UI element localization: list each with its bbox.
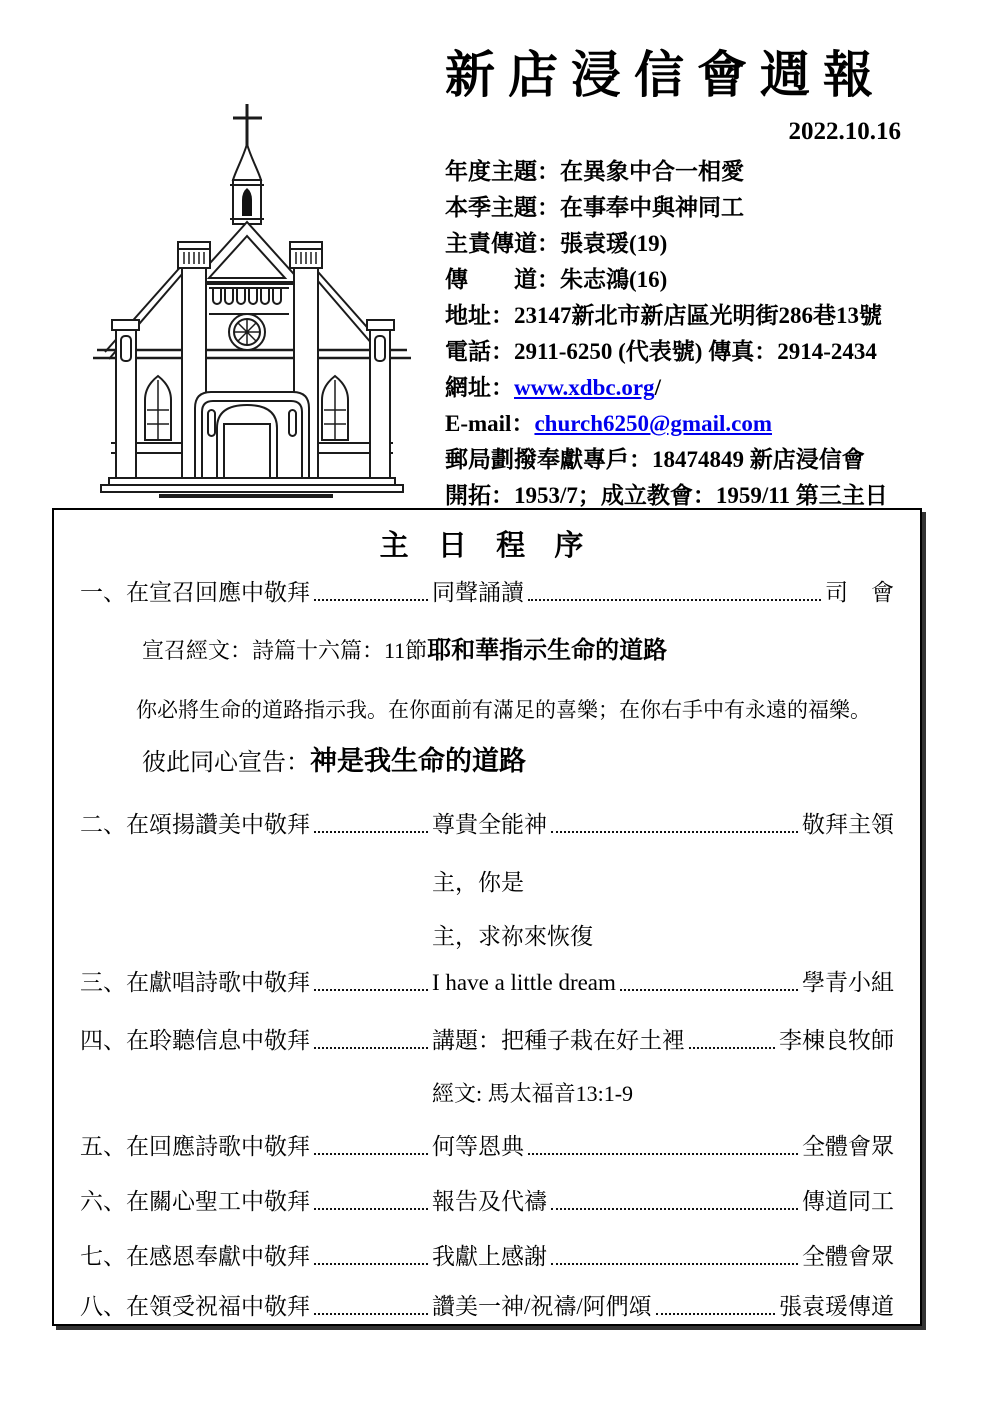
call-scripture-emphasis: 耶和華指示生命的道路: [427, 638, 668, 664]
program-item-content: 讚美一神/祝禱/阿們頌: [432, 1294, 652, 1319]
call-verse: 你必將生命的道路指示我。在你面前有滿足的喜樂；在你右手中有永遠的福樂。: [136, 698, 871, 722]
right-outer-pillar: [367, 320, 394, 478]
dot-leader: [314, 1313, 428, 1315]
program-row-8: [80, 1292, 894, 1322]
program-box: [52, 508, 922, 1326]
program-item-person: 傳道同工: [802, 1189, 894, 1214]
program-item-content: 報告及代禱: [432, 1189, 547, 1214]
program-item-content: 我獻上感謝: [432, 1244, 547, 1269]
declaration-emphasis: 神是我生命的道路: [310, 746, 526, 776]
base-steps: [101, 478, 403, 496]
rose-window: [229, 314, 265, 350]
scallop-frieze: [209, 288, 289, 314]
program-item-person: 全體會眾: [802, 1134, 894, 1159]
program-item-person: 司 會: [825, 580, 894, 605]
left-gothic-window: [145, 376, 171, 440]
dot-leader: [314, 1047, 428, 1049]
program-item-label: 六、在關心聖工中敬拜: [80, 1189, 310, 1214]
program-item-label: 三、在獻唱詩歌中敬拜: [80, 970, 310, 995]
quarter-theme: 本季主題：在事奉中與神同工: [445, 195, 744, 220]
email-line: [445, 406, 913, 442]
program-row-6: [80, 1187, 894, 1217]
program-item-label: 七、在感恩奉獻中敬拜: [80, 1244, 310, 1269]
left-outer-pillar: [112, 320, 139, 478]
program-row-5: [80, 1132, 894, 1162]
dot-leader: [656, 1313, 775, 1315]
declaration-line: [142, 744, 894, 780]
church-illustration: [83, 98, 423, 498]
dot-leader: [314, 1208, 428, 1210]
masthead: [445, 44, 913, 514]
program-item-content: 尊貴全能神: [432, 812, 547, 837]
program-item-label: 一、在宣召回應中敬拜: [80, 580, 310, 605]
lead-pastor: 主責傳道：張袁瑗(19): [445, 231, 668, 256]
program-item-label: 四、在聆聽信息中敬拜: [80, 1028, 310, 1053]
dot-leader: [528, 599, 821, 601]
program-item-person: 敬拜主領: [802, 812, 894, 837]
program-item-person: 學青小組: [802, 970, 894, 995]
dot-leader: [551, 1263, 798, 1265]
pastor: 傳 道：朱志鴻(16): [445, 267, 668, 292]
program-item-content: 講題：把種子栽在好土裡: [432, 1028, 685, 1053]
dot-leader: [528, 1153, 798, 1155]
address: 地址：23147新北市新店區光明街286巷13號: [445, 303, 882, 328]
program-heading: 主 日 程 序: [379, 530, 595, 562]
annual-theme: 年度主題：在異象中合一相愛: [445, 159, 744, 184]
program-item-content: I have a little dream: [432, 970, 616, 995]
program-item-label: 八、在領受祝福中敬拜: [80, 1294, 310, 1319]
dot-leader: [314, 1263, 428, 1265]
website-suffix: /: [654, 375, 661, 400]
cross-icon: [233, 104, 262, 146]
dot-leader: [314, 989, 428, 991]
program-row-2: [80, 810, 894, 840]
postal-account: 郵局劃撥奉獻專戶：18474849 新店浸信會: [445, 447, 865, 472]
dot-leader: [551, 831, 798, 833]
program-row-1: [80, 578, 894, 608]
program-item-label: 二、在頌揚讚美中敬拜: [80, 812, 310, 837]
dot-leader: [620, 989, 798, 991]
entrance-porch: [195, 392, 309, 478]
dot-leader: [314, 831, 428, 833]
email-label: E-mail：: [445, 411, 535, 436]
dot-leader: [689, 1047, 775, 1049]
program-item-content: 同聲誦讀: [432, 580, 524, 605]
phone-fax: 電話：2911-6250 (代表號) 傳真：2914-2434: [445, 339, 877, 364]
right-gothic-window: [322, 376, 348, 440]
program-row-4: [80, 1026, 894, 1056]
program-item-content: 何等恩典: [432, 1134, 524, 1159]
call-scripture-line: [142, 636, 894, 666]
program-item-person: 李棟良牧師: [779, 1028, 894, 1053]
website-line: [445, 370, 913, 406]
dot-leader: [551, 1208, 798, 1210]
program-row-3: [80, 968, 894, 998]
call-scripture-prefix: 宣召經文：詩篇十六篇：11節: [142, 638, 428, 663]
sermon-scripture: 經文: 馬太福音13:1-9: [432, 1081, 634, 1106]
email-link[interactable]: church6250@gmail.com: [534, 411, 772, 436]
praise-song-line-2: 主，求祢來恢復: [432, 924, 593, 949]
dot-leader: [314, 1153, 428, 1155]
program-item-person: 張袁瑗傳道: [779, 1294, 894, 1319]
program-item-person: 全體會眾: [802, 1244, 894, 1269]
page-title: 新店浸信會週報: [445, 47, 886, 103]
founding-info: 開拓：1953/7；成立教會：1959/11 第三主日: [445, 483, 888, 508]
eaves-band: [93, 350, 411, 358]
dot-leader: [314, 599, 428, 601]
program-item-label: 五、在回應詩歌中敬拜: [80, 1134, 310, 1159]
praise-song-line-1: 主，你是: [432, 870, 524, 895]
declaration-prefix: 彼此同心宣告：: [142, 750, 310, 776]
steeple: [230, 144, 264, 224]
church-info-block: [445, 154, 913, 514]
bulletin-date: 2022.10.16: [788, 118, 901, 145]
website-link[interactable]: www.xdbc.org: [514, 375, 655, 400]
program-row-7: [80, 1242, 894, 1272]
website-label: 網址：: [445, 375, 514, 400]
